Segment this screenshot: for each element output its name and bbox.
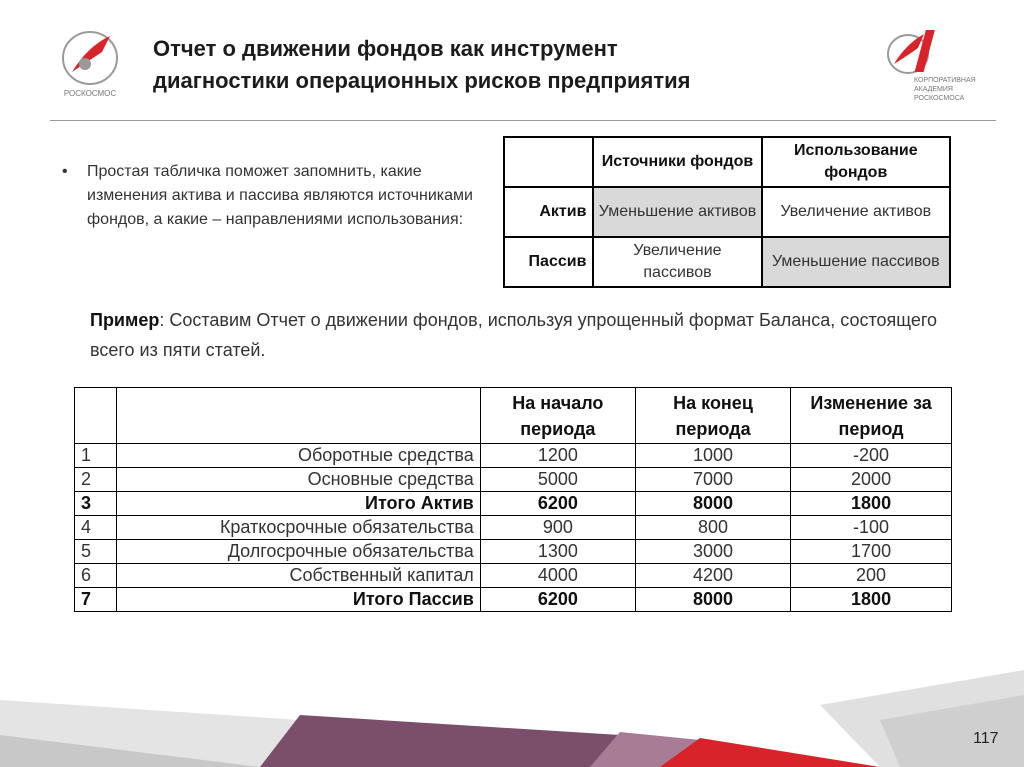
header-divider — [50, 120, 996, 121]
bullet-mark: • — [62, 163, 68, 180]
row-header-liability: Пассив — [504, 237, 593, 287]
row-change: 200 — [791, 564, 952, 588]
title-line-2: диагностики операционных рисков предприятия — [153, 68, 691, 93]
row-number: 3 — [75, 492, 117, 516]
row-number: 5 — [75, 540, 117, 564]
balance-table — [74, 387, 952, 612]
row-end: 4200 — [635, 564, 790, 588]
bullet-text: Простая табличка поможет запомнить, какие изменения актива и пассива являются источниками фондов, а какие – направлениями использования: — [87, 163, 473, 228]
row-change: 1700 — [791, 540, 952, 564]
row-end: 8000 — [635, 588, 790, 612]
academy-logo — [880, 22, 990, 107]
table-row — [75, 516, 952, 540]
example-paragraph — [90, 305, 970, 365]
corner-cell — [504, 137, 593, 187]
table-row-total — [75, 492, 952, 516]
row-end: 1000 — [635, 444, 790, 468]
row-start: 4000 — [480, 564, 635, 588]
title-line-1: Отчет о движении фондов как инструмент — [153, 36, 618, 61]
row-name: Долгосрочные обязательства — [117, 540, 481, 564]
cell-asset-source: Уменьшение активов — [593, 187, 761, 237]
header-number — [75, 388, 117, 444]
header-start: На начало периода — [480, 388, 635, 444]
roscosmos-logo — [50, 22, 130, 102]
row-start: 1300 — [480, 540, 635, 564]
row-end: 3000 — [635, 540, 790, 564]
page-number: 117 — [973, 730, 999, 747]
row-number: 2 — [75, 468, 117, 492]
header-end: На конец периода — [635, 388, 790, 444]
header-item — [117, 388, 481, 444]
row-end: 800 — [635, 516, 790, 540]
row-name: Краткосрочные обязательства — [117, 516, 481, 540]
row-start: 900 — [480, 516, 635, 540]
row-change: -200 — [791, 444, 952, 468]
row-start: 6200 — [480, 492, 635, 516]
table-row — [75, 444, 952, 468]
row-change: 1800 — [791, 492, 952, 516]
cell-liability-source: Увеличение пассивов — [593, 237, 761, 287]
table-row — [75, 468, 952, 492]
row-start: 5000 — [480, 468, 635, 492]
row-number: 6 — [75, 564, 117, 588]
row-name: Собственный капитал — [117, 564, 481, 588]
roscosmos-logo-text: РОСКОСМОС — [63, 89, 117, 98]
example-label: Пример — [90, 310, 160, 330]
row-number: 7 — [75, 588, 117, 612]
col-header-sources: Источники фондов — [593, 137, 761, 187]
page-title — [153, 33, 873, 97]
row-change: 2000 — [791, 468, 952, 492]
row-number: 1 — [75, 444, 117, 468]
row-name: Основные средства — [117, 468, 481, 492]
example-text: : Составим Отчет о движении фондов, используя упрощенный формат Баланса, состоящего всего из пяти статей. — [90, 310, 938, 360]
row-name: Итого Актив — [117, 492, 481, 516]
row-end: 8000 — [635, 492, 790, 516]
row-change: 1800 — [791, 588, 952, 612]
col-header-uses: Использование фондов — [762, 137, 950, 187]
cell-liability-use: Уменьшение пассивов — [762, 237, 950, 287]
table-row — [75, 540, 952, 564]
row-start: 1200 — [480, 444, 635, 468]
academy-logo-text-1: КОРПОРАТИВНАЯ — [914, 77, 976, 84]
row-name: Итого Пассив — [117, 588, 481, 612]
row-change: -100 — [791, 516, 952, 540]
academy-logo-text-3: РОСКОСМОСА — [914, 95, 965, 102]
row-number: 4 — [75, 516, 117, 540]
row-start: 6200 — [480, 588, 635, 612]
table-row — [75, 564, 952, 588]
row-name: Оборотные средства — [117, 444, 481, 468]
sources-uses-table — [503, 136, 951, 288]
footer-decoration — [0, 660, 1024, 767]
row-end: 7000 — [635, 468, 790, 492]
row-header-asset: Актив — [504, 187, 593, 237]
academy-logo-text-2: АКАДЕМИЯ — [914, 86, 953, 93]
cell-asset-use: Увеличение активов — [762, 187, 950, 237]
header-change: Изменение за период — [791, 388, 952, 444]
table-row-total — [75, 588, 952, 612]
